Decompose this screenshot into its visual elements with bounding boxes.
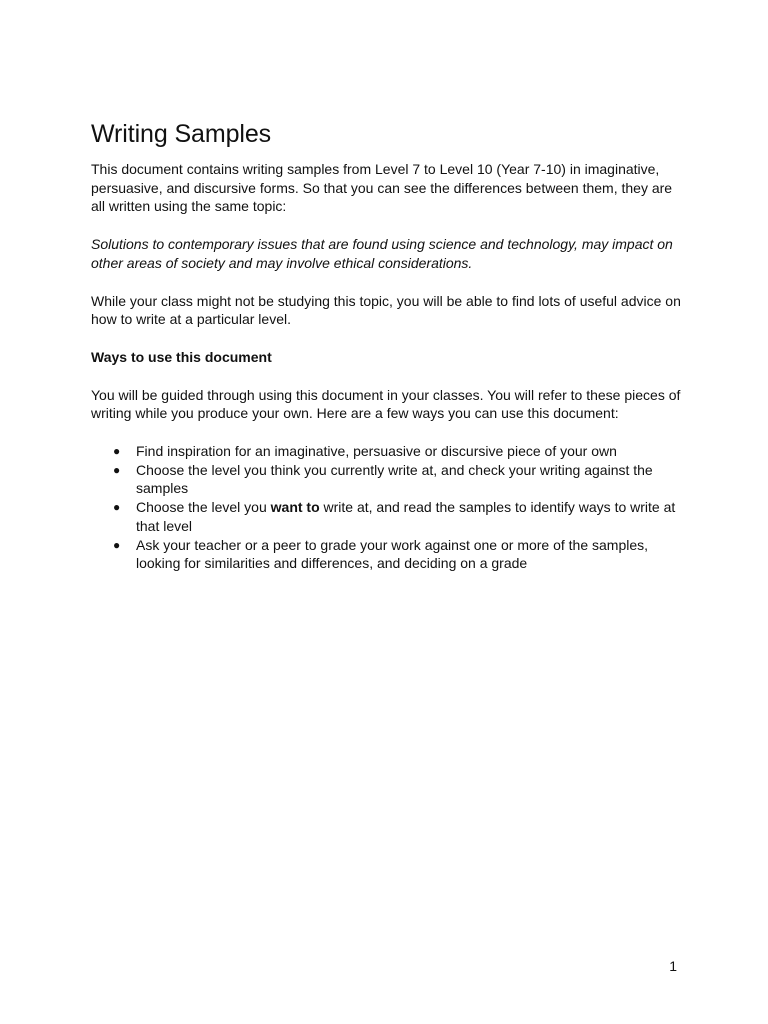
page-content	[91, 118, 681, 573]
note-paragraph: While your class might not be studying this topic, you will be able to find lots of useful advice on how to write at a particular level.	[91, 292, 681, 328]
bullet-icon: ●	[113, 537, 121, 552]
bullet-icon: ●	[113, 462, 121, 477]
document-title: Writing Samples	[91, 120, 272, 148]
list-item	[91, 442, 681, 461]
page-number: 1	[669, 958, 677, 974]
list-item	[91, 461, 681, 498]
list-item-text-before: Choose the level you	[136, 499, 271, 516]
list-item-text-after: write at, and read the samples to identify ways to write at that level	[136, 499, 676, 534]
list-item-emphasis: want to	[270, 499, 320, 516]
topic-statement: Solutions to contemporary issues that are found using science and technology, may impact on other areas of society and may involve ethical considerations.	[91, 236, 673, 271]
ways-intro-paragraph: You will be guided through using this document in your classes. You will refer to these pieces of writing while you produce your own. Here are a few ways you can use this document:	[91, 386, 681, 422]
bullet-icon: ●	[113, 500, 121, 515]
ways-heading: Ways to use this document	[91, 348, 272, 365]
list-item-text: Ask your teacher or a peer to grade your work against one or more of the samples, looking for similarities and differences, and deciding on a grade	[136, 536, 649, 572]
list-item	[91, 536, 681, 573]
list-item-text: Choose the level you think you currently write at, and check your writing against the samples	[136, 461, 653, 497]
bullet-icon: ●	[113, 444, 121, 459]
list-item	[91, 498, 681, 535]
intro-paragraph: This document contains writing samples from Level 7 to Level 10 (Year 7-10) in imaginative, persuasive, and discursive forms. So that you can see the differences between them, they are all written using the same topic:	[91, 161, 673, 215]
ways-list	[91, 442, 681, 573]
list-item-text: Find inspiration for an imaginative, persuasive or discursive piece of your own	[136, 443, 617, 460]
